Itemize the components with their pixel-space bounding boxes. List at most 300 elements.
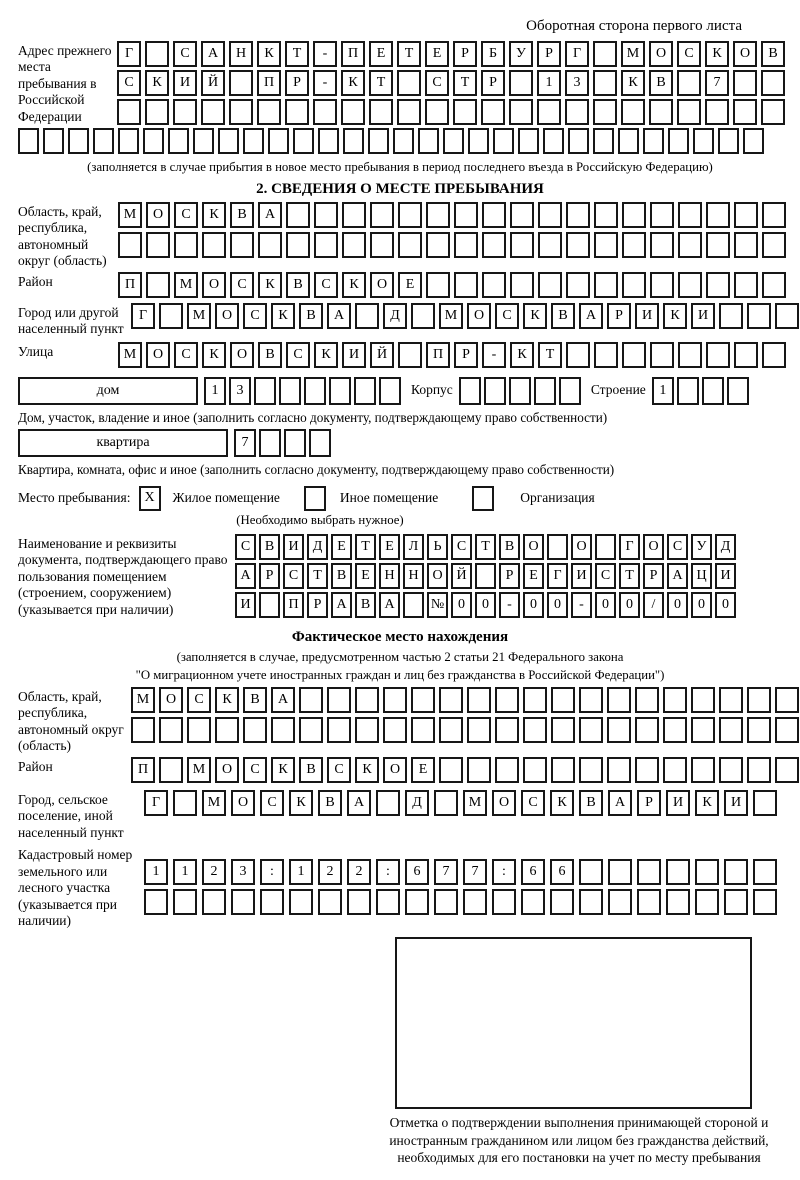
char-cell[interactable] xyxy=(509,70,533,96)
char-cell[interactable]: 3 xyxy=(229,377,251,405)
char-cell[interactable] xyxy=(593,128,614,154)
char-cell[interactable] xyxy=(622,202,646,228)
char-cell[interactable]: М xyxy=(131,687,155,713)
char-cell[interactable]: К xyxy=(695,790,719,816)
char-cell[interactable] xyxy=(117,99,141,125)
char-cell[interactable] xyxy=(368,128,389,154)
char-cell[interactable] xyxy=(370,202,394,228)
char-cell[interactable] xyxy=(649,99,673,125)
char-cell[interactable] xyxy=(551,687,575,713)
char-cell[interactable] xyxy=(510,232,534,258)
char-cell[interactable]: С xyxy=(117,70,141,96)
char-cell[interactable]: А xyxy=(327,303,351,329)
char-cell[interactable] xyxy=(397,70,421,96)
char-cell[interactable]: С xyxy=(243,303,267,329)
char-cell[interactable]: К xyxy=(510,342,534,368)
char-cell[interactable] xyxy=(454,232,478,258)
char-cell[interactable] xyxy=(341,99,365,125)
char-cell[interactable]: О xyxy=(159,687,183,713)
char-cell[interactable]: С xyxy=(451,534,472,560)
char-cell[interactable]: А xyxy=(579,303,603,329)
char-cell[interactable]: Ь xyxy=(427,534,448,560)
char-cell[interactable] xyxy=(383,717,407,743)
char-cell[interactable]: О xyxy=(383,757,407,783)
char-cell[interactable] xyxy=(231,889,255,915)
char-cell[interactable] xyxy=(677,99,701,125)
char-cell[interactable] xyxy=(510,202,534,228)
char-cell[interactable] xyxy=(173,99,197,125)
checkbox-residential[interactable]: X xyxy=(139,486,161,511)
char-cell[interactable] xyxy=(538,272,562,298)
char-cell[interactable] xyxy=(747,717,771,743)
char-cell[interactable] xyxy=(622,342,646,368)
char-cell[interactable] xyxy=(418,128,439,154)
char-cell[interactable] xyxy=(484,377,506,405)
char-cell[interactable] xyxy=(622,232,646,258)
char-cell[interactable]: С xyxy=(286,342,310,368)
char-cell[interactable] xyxy=(538,232,562,258)
char-cell[interactable]: Е xyxy=(379,534,400,560)
char-cell[interactable] xyxy=(118,128,139,154)
char-cell[interactable]: 0 xyxy=(595,592,616,618)
char-cell[interactable]: Р xyxy=(607,303,631,329)
char-cell[interactable] xyxy=(534,377,556,405)
char-cell[interactable] xyxy=(566,272,590,298)
char-cell[interactable] xyxy=(482,232,506,258)
char-cell[interactable]: Г xyxy=(547,563,568,589)
char-cell[interactable] xyxy=(453,99,477,125)
char-cell[interactable]: О xyxy=(202,272,226,298)
char-cell[interactable]: В xyxy=(579,790,603,816)
char-cell[interactable] xyxy=(299,687,323,713)
char-cell[interactable]: М xyxy=(463,790,487,816)
char-cell[interactable]: М xyxy=(621,41,645,67)
char-cell[interactable]: К xyxy=(705,41,729,67)
char-cell[interactable] xyxy=(403,592,424,618)
char-cell[interactable]: К xyxy=(621,70,645,96)
char-cell[interactable] xyxy=(743,128,764,154)
char-cell[interactable] xyxy=(131,717,155,743)
char-cell[interactable] xyxy=(643,128,664,154)
char-cell[interactable]: П xyxy=(131,757,155,783)
char-cell[interactable]: В xyxy=(243,687,267,713)
char-cell[interactable] xyxy=(622,272,646,298)
char-cell[interactable]: 1 xyxy=(173,859,197,885)
char-cell[interactable]: А xyxy=(235,563,256,589)
char-cell[interactable]: Т xyxy=(475,534,496,560)
char-cell[interactable]: С xyxy=(173,41,197,67)
char-cell[interactable] xyxy=(467,757,491,783)
char-cell[interactable]: О xyxy=(649,41,673,67)
char-cell[interactable] xyxy=(342,232,366,258)
char-cell[interactable]: А xyxy=(331,592,352,618)
char-cell[interactable] xyxy=(398,232,422,258)
char-cell[interactable] xyxy=(733,70,757,96)
char-cell[interactable]: Т xyxy=(307,563,328,589)
char-cell[interactable]: О xyxy=(231,790,255,816)
char-cell[interactable]: Р xyxy=(643,563,664,589)
char-cell[interactable] xyxy=(719,717,743,743)
char-cell[interactable] xyxy=(434,790,458,816)
char-cell[interactable]: М xyxy=(202,790,226,816)
char-cell[interactable] xyxy=(426,272,450,298)
char-cell[interactable] xyxy=(355,303,379,329)
char-cell[interactable]: 2 xyxy=(202,859,226,885)
char-cell[interactable] xyxy=(284,429,306,457)
char-cell[interactable]: К xyxy=(314,342,338,368)
char-cell[interactable] xyxy=(594,342,618,368)
char-cell[interactable] xyxy=(145,99,169,125)
char-cell[interactable] xyxy=(719,757,743,783)
char-cell[interactable] xyxy=(314,202,338,228)
char-cell[interactable] xyxy=(369,99,393,125)
char-cell[interactable] xyxy=(426,232,450,258)
char-cell[interactable] xyxy=(724,859,748,885)
char-cell[interactable] xyxy=(691,757,715,783)
char-cell[interactable]: Г xyxy=(565,41,589,67)
char-cell[interactable]: Д xyxy=(383,303,407,329)
char-cell[interactable]: 0 xyxy=(451,592,472,618)
char-cell[interactable] xyxy=(677,377,699,405)
char-cell[interactable] xyxy=(202,232,226,258)
char-cell[interactable]: С xyxy=(260,790,284,816)
char-cell[interactable] xyxy=(285,99,309,125)
char-cell[interactable]: Д xyxy=(715,534,736,560)
char-cell[interactable] xyxy=(761,99,785,125)
char-cell[interactable] xyxy=(724,889,748,915)
char-cell[interactable]: Е xyxy=(523,563,544,589)
char-cell[interactable]: 2 xyxy=(347,859,371,885)
char-cell[interactable]: 1 xyxy=(204,377,226,405)
char-cell[interactable] xyxy=(314,232,338,258)
char-cell[interactable]: Д xyxy=(405,790,429,816)
char-cell[interactable]: 0 xyxy=(523,592,544,618)
char-cell[interactable] xyxy=(538,202,562,228)
char-cell[interactable]: - xyxy=(499,592,520,618)
char-cell[interactable]: С xyxy=(425,70,449,96)
char-cell[interactable]: Т xyxy=(285,41,309,67)
char-cell[interactable]: 0 xyxy=(619,592,640,618)
char-cell[interactable] xyxy=(762,232,786,258)
char-cell[interactable] xyxy=(229,70,253,96)
char-cell[interactable]: О xyxy=(215,757,239,783)
char-cell[interactable]: В xyxy=(286,272,310,298)
char-cell[interactable]: Р xyxy=(285,70,309,96)
char-cell[interactable] xyxy=(229,99,253,125)
char-cell[interactable] xyxy=(695,859,719,885)
char-cell[interactable] xyxy=(663,757,687,783)
char-cell[interactable] xyxy=(579,757,603,783)
char-cell[interactable] xyxy=(543,128,564,154)
char-cell[interactable] xyxy=(775,717,799,743)
char-cell[interactable] xyxy=(347,889,371,915)
char-cell[interactable] xyxy=(259,592,280,618)
char-cell[interactable] xyxy=(459,377,481,405)
char-cell[interactable]: Р xyxy=(537,41,561,67)
char-cell[interactable] xyxy=(594,202,618,228)
char-cell[interactable]: С xyxy=(595,563,616,589)
char-cell[interactable] xyxy=(159,757,183,783)
char-cell[interactable] xyxy=(168,128,189,154)
checkbox-other-premises[interactable] xyxy=(304,486,326,511)
char-cell[interactable] xyxy=(268,128,289,154)
char-cell[interactable]: Р xyxy=(454,342,478,368)
char-cell[interactable]: И xyxy=(235,592,256,618)
char-cell[interactable]: К xyxy=(342,272,366,298)
char-cell[interactable] xyxy=(666,889,690,915)
char-cell[interactable] xyxy=(734,342,758,368)
char-cell[interactable] xyxy=(559,377,581,405)
char-cell[interactable] xyxy=(468,128,489,154)
char-cell[interactable] xyxy=(443,128,464,154)
char-cell[interactable] xyxy=(397,99,421,125)
char-cell[interactable] xyxy=(678,342,702,368)
char-cell[interactable] xyxy=(318,128,339,154)
char-cell[interactable]: Д xyxy=(307,534,328,560)
char-cell[interactable] xyxy=(547,534,568,560)
char-cell[interactable]: Н xyxy=(379,563,400,589)
char-cell[interactable]: П xyxy=(118,272,142,298)
char-cell[interactable]: Е xyxy=(411,757,435,783)
char-cell[interactable] xyxy=(747,303,771,329)
char-cell[interactable] xyxy=(594,272,618,298)
char-cell[interactable]: К xyxy=(145,70,169,96)
char-cell[interactable] xyxy=(254,377,276,405)
char-cell[interactable] xyxy=(376,790,400,816)
char-cell[interactable] xyxy=(411,687,435,713)
char-cell[interactable]: С xyxy=(230,272,254,298)
char-cell[interactable]: В xyxy=(761,41,785,67)
char-cell[interactable]: В xyxy=(259,534,280,560)
char-cell[interactable]: И xyxy=(571,563,592,589)
char-cell[interactable]: Л xyxy=(403,534,424,560)
char-cell[interactable] xyxy=(201,99,225,125)
char-cell[interactable]: И xyxy=(283,534,304,560)
char-cell[interactable] xyxy=(518,128,539,154)
char-cell[interactable]: П xyxy=(283,592,304,618)
char-cell[interactable]: С xyxy=(187,687,211,713)
char-cell[interactable] xyxy=(608,859,632,885)
char-cell[interactable]: Т xyxy=(369,70,393,96)
char-cell[interactable] xyxy=(118,232,142,258)
char-cell[interactable] xyxy=(762,272,786,298)
char-cell[interactable] xyxy=(355,687,379,713)
char-cell[interactable]: 3 xyxy=(231,859,255,885)
char-cell[interactable]: В xyxy=(258,342,282,368)
char-cell[interactable]: О xyxy=(643,534,664,560)
char-cell[interactable]: С xyxy=(677,41,701,67)
char-cell[interactable] xyxy=(607,757,631,783)
char-cell[interactable] xyxy=(426,202,450,228)
char-cell[interactable]: Ц xyxy=(691,563,712,589)
char-cell[interactable] xyxy=(666,859,690,885)
char-cell[interactable] xyxy=(595,534,616,560)
char-cell[interactable]: К xyxy=(523,303,547,329)
char-cell[interactable] xyxy=(309,429,331,457)
char-cell[interactable] xyxy=(355,717,379,743)
char-cell[interactable] xyxy=(467,717,491,743)
char-cell[interactable] xyxy=(370,232,394,258)
char-cell[interactable] xyxy=(313,99,337,125)
char-cell[interactable] xyxy=(775,687,799,713)
char-cell[interactable] xyxy=(775,303,799,329)
char-cell[interactable] xyxy=(475,563,496,589)
char-cell[interactable] xyxy=(493,128,514,154)
char-cell[interactable] xyxy=(329,377,351,405)
char-cell[interactable]: Й xyxy=(451,563,472,589)
char-cell[interactable]: Е xyxy=(355,563,376,589)
char-cell[interactable] xyxy=(691,717,715,743)
char-cell[interactable]: С xyxy=(174,342,198,368)
char-cell[interactable] xyxy=(398,342,422,368)
char-cell[interactable] xyxy=(551,757,575,783)
char-cell[interactable]: : xyxy=(376,859,400,885)
char-cell[interactable]: О xyxy=(230,342,254,368)
char-cell[interactable]: Е xyxy=(369,41,393,67)
char-cell[interactable]: И xyxy=(724,790,748,816)
char-cell[interactable]: С xyxy=(521,790,545,816)
char-cell[interactable] xyxy=(398,202,422,228)
char-cell[interactable] xyxy=(523,717,547,743)
char-cell[interactable]: В xyxy=(499,534,520,560)
char-cell[interactable] xyxy=(439,687,463,713)
char-cell[interactable] xyxy=(650,342,674,368)
char-cell[interactable] xyxy=(579,889,603,915)
char-cell[interactable]: - xyxy=(571,592,592,618)
char-cell[interactable] xyxy=(289,889,313,915)
char-cell[interactable]: - xyxy=(313,41,337,67)
char-cell[interactable]: К xyxy=(202,342,226,368)
char-cell[interactable] xyxy=(734,202,758,228)
char-cell[interactable]: С xyxy=(327,757,351,783)
char-cell[interactable]: В xyxy=(299,303,323,329)
char-cell[interactable] xyxy=(286,232,310,258)
char-cell[interactable] xyxy=(593,70,617,96)
char-cell[interactable] xyxy=(523,757,547,783)
char-cell[interactable]: П xyxy=(257,70,281,96)
char-cell[interactable] xyxy=(579,717,603,743)
char-cell[interactable]: О xyxy=(370,272,394,298)
char-cell[interactable]: Н xyxy=(229,41,253,67)
char-cell[interactable]: И xyxy=(635,303,659,329)
char-cell[interactable] xyxy=(343,128,364,154)
char-cell[interactable]: Р xyxy=(453,41,477,67)
char-cell[interactable] xyxy=(146,232,170,258)
char-cell[interactable] xyxy=(695,889,719,915)
char-cell[interactable] xyxy=(678,202,702,228)
char-cell[interactable] xyxy=(376,889,400,915)
char-cell[interactable] xyxy=(299,717,323,743)
char-cell[interactable] xyxy=(618,128,639,154)
char-cell[interactable] xyxy=(482,202,506,228)
char-cell[interactable]: У xyxy=(691,534,712,560)
char-cell[interactable] xyxy=(635,687,659,713)
char-cell[interactable]: - xyxy=(482,342,506,368)
char-cell[interactable] xyxy=(761,70,785,96)
char-cell[interactable]: С xyxy=(174,202,198,228)
char-cell[interactable] xyxy=(706,202,730,228)
char-cell[interactable]: О xyxy=(215,303,239,329)
char-cell[interactable]: Р xyxy=(259,563,280,589)
char-cell[interactable]: К xyxy=(663,303,687,329)
char-cell[interactable] xyxy=(467,687,491,713)
char-cell[interactable]: 1 xyxy=(289,859,313,885)
char-cell[interactable] xyxy=(521,889,545,915)
char-cell[interactable] xyxy=(719,687,743,713)
char-cell[interactable]: А xyxy=(271,687,295,713)
char-cell[interactable]: 7 xyxy=(234,429,256,457)
char-cell[interactable]: Е xyxy=(425,41,449,67)
char-cell[interactable] xyxy=(379,377,401,405)
char-cell[interactable]: Г xyxy=(131,303,155,329)
char-cell[interactable]: О xyxy=(146,202,170,228)
char-cell[interactable] xyxy=(243,717,267,743)
char-cell[interactable] xyxy=(702,377,724,405)
char-cell[interactable]: Р xyxy=(307,592,328,618)
char-cell[interactable] xyxy=(454,272,478,298)
char-cell[interactable] xyxy=(706,232,730,258)
char-cell[interactable] xyxy=(434,889,458,915)
char-cell[interactable] xyxy=(258,232,282,258)
char-cell[interactable] xyxy=(354,377,376,405)
char-cell[interactable]: 7 xyxy=(705,70,729,96)
char-cell[interactable] xyxy=(159,303,183,329)
char-cell[interactable] xyxy=(734,232,758,258)
char-cell[interactable]: Е xyxy=(331,534,352,560)
char-cell[interactable]: Р xyxy=(499,563,520,589)
char-cell[interactable]: 0 xyxy=(715,592,736,618)
char-cell[interactable]: О xyxy=(146,342,170,368)
char-cell[interactable] xyxy=(257,99,281,125)
char-cell[interactable]: № xyxy=(427,592,448,618)
char-cell[interactable]: С xyxy=(235,534,256,560)
char-cell[interactable]: О xyxy=(467,303,491,329)
char-cell[interactable] xyxy=(174,232,198,258)
char-cell[interactable] xyxy=(68,128,89,154)
char-cell[interactable]: 6 xyxy=(550,859,574,885)
char-cell[interactable] xyxy=(762,202,786,228)
char-cell[interactable]: С xyxy=(283,563,304,589)
char-cell[interactable]: К xyxy=(355,757,379,783)
char-cell[interactable] xyxy=(753,790,777,816)
char-cell[interactable] xyxy=(202,889,226,915)
char-cell[interactable]: М xyxy=(118,342,142,368)
char-cell[interactable] xyxy=(753,889,777,915)
char-cell[interactable] xyxy=(551,717,575,743)
char-cell[interactable] xyxy=(173,889,197,915)
char-cell[interactable] xyxy=(579,859,603,885)
char-cell[interactable] xyxy=(482,272,506,298)
char-cell[interactable] xyxy=(593,41,617,67)
char-cell[interactable] xyxy=(279,377,301,405)
char-cell[interactable] xyxy=(762,342,786,368)
char-cell[interactable] xyxy=(215,717,239,743)
char-cell[interactable] xyxy=(411,303,435,329)
char-cell[interactable]: И xyxy=(715,563,736,589)
char-cell[interactable]: О xyxy=(523,534,544,560)
char-cell[interactable]: 7 xyxy=(434,859,458,885)
char-cell[interactable]: Й xyxy=(201,70,225,96)
char-cell[interactable] xyxy=(678,232,702,258)
char-cell[interactable] xyxy=(635,717,659,743)
char-cell[interactable]: К xyxy=(271,757,295,783)
char-cell[interactable] xyxy=(327,687,351,713)
char-cell[interactable] xyxy=(145,41,169,67)
char-cell[interactable] xyxy=(509,99,533,125)
char-cell[interactable]: 1 xyxy=(537,70,561,96)
char-cell[interactable]: В xyxy=(551,303,575,329)
char-cell[interactable]: К xyxy=(258,272,282,298)
